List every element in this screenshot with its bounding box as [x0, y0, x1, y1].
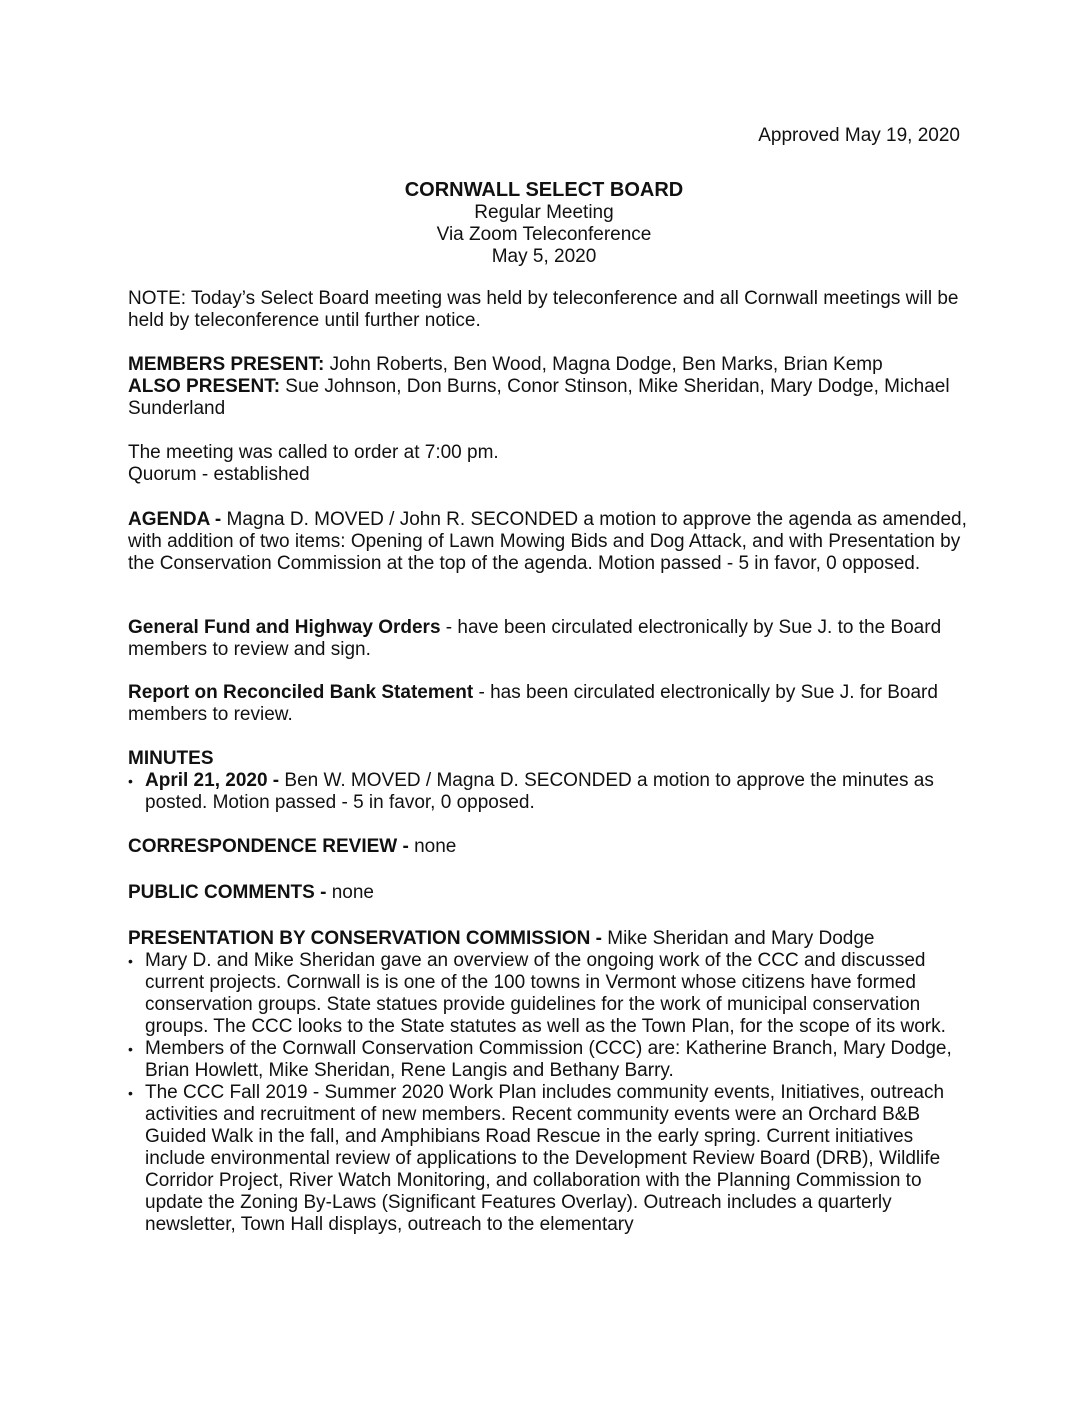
minutes-list [128, 770, 968, 814]
quorum-status: Quorum - established [128, 464, 310, 485]
call-to-order: The meeting was called to order at 7:00 pm. [128, 442, 499, 463]
members-present-label: MEMBERS PRESENT: [128, 354, 325, 375]
bank-statement-label: Report on Reconciled Bank Statement [128, 682, 474, 703]
meeting-date: May 5, 2020 [491, 246, 597, 267]
general-fund-section [128, 617, 968, 661]
list-item [128, 770, 968, 814]
agenda-text: Magna D. MOVED / John R. SECONDED a motion to approve the agenda as amended, with addition of two items: Opening of Lawn Mowing Bids and Dog Attack, and with Presentation by the Conservation Commission at the top of the agenda. Motion passed - 5 in favor, 0 opposed. [128, 509, 967, 574]
public-comments-label: PUBLIC COMMENTS - [128, 882, 327, 903]
also-present-list: Sue Johnson, Don Burns, Conor Stinson, Mike Sheridan, Mary Dodge, Michael Sunderland [128, 376, 950, 419]
bank-statement-text: - has been circulated electronically by Sue J. for Board members to review. [128, 682, 938, 725]
presentation-list [128, 950, 968, 1236]
document-title: CORNWALL SELECT BOARD [404, 179, 684, 201]
bank-statement-section [128, 682, 968, 726]
also-present [128, 376, 968, 420]
general-fund-text: - have been circulated electronically by Sue J. to the Board members to review and sign. [128, 617, 942, 660]
members-present [128, 354, 968, 376]
call-to-order-section [128, 442, 968, 486]
meeting-venue: Via Zoom Teleconference [436, 224, 652, 245]
public-comments-text: none [326, 882, 374, 903]
correspondence-section [128, 836, 968, 858]
minutes-section [128, 748, 968, 814]
correspondence-text: none [408, 836, 457, 857]
presentation-heading [128, 928, 968, 950]
agenda-label: AGENDA - [128, 509, 222, 530]
agenda-section [128, 509, 968, 575]
list-item: • Members of the Cornwall Conservation Commission (CCC) are: Katherine Branch, Mary Dodge, Brian Howlett, Mike Sheridan, Rene Langis and Bethany Barry. [128, 1038, 968, 1082]
minutes-item-text: Ben W. MOVED / Magna D. SECONDED a motion to approve the minutes as posted. Motion passed - 5 in favor, 0 opposed. [145, 770, 934, 813]
public-comments-section [128, 882, 968, 904]
list-item: • The CCC Fall 2019 - Summer 2020 Work Plan includes community events, Initiatives, outreach activities and recruitment of new members. Recent community events were an Orchard B&B Guided Walk in the fall, and Amphibians Road Rescue in the early spring. Current initiatives include environmental review of applications to the Development Review Board (DRB), Wildlife Corridor Project, River Watch Monitoring, and collaboration with the Planning Commission to update the Zoning By-Laws (Significant Features Overlay). Outreach includes a quarterly newsletter, Town Hall displays, outreach to the elementary [128, 1082, 968, 1236]
note-paragraph: NOTE: Today’s Select Board meeting was held by teleconference and all Cornwall meetings will be held by teleconference until further notice. [128, 288, 959, 331]
minutes-item-label: April 21, 2020 - [145, 770, 280, 791]
list-item: • Mary D. and Mike Sheridan gave an overview of the ongoing work of the CCC and discussed current projects. Cornwall is is one of the 100 towns in Vermont whose citizens have formed conservation groups. State statues provide guidelines for the work of municipal conservation groups. The CCC looks to the State statutes as well as the Town Plan, for the scope of its work. [128, 950, 968, 1038]
approval-date: Approved May 19, 2020 [758, 125, 960, 146]
attendance-section [128, 354, 968, 420]
also-present-label: ALSO PRESENT: [128, 376, 281, 397]
presentation-section [128, 928, 968, 1236]
general-fund-label: General Fund and Highway Orders [128, 617, 441, 638]
correspondence-label: CORRESPONDENCE REVIEW - [128, 836, 409, 857]
minutes-heading: MINUTES [128, 748, 214, 769]
members-present-list: John Roberts, Ben Wood, Magna Dodge, Ben Marks, Brian Kemp [324, 354, 883, 375]
document-header [0, 178, 1088, 268]
presentation-label: PRESENTATION BY CONSERVATION COMMISSION - [128, 928, 602, 949]
presentation-presenters: Mike Sheridan and Mary Dodge [601, 928, 875, 949]
meeting-type: Regular Meeting [474, 202, 614, 223]
